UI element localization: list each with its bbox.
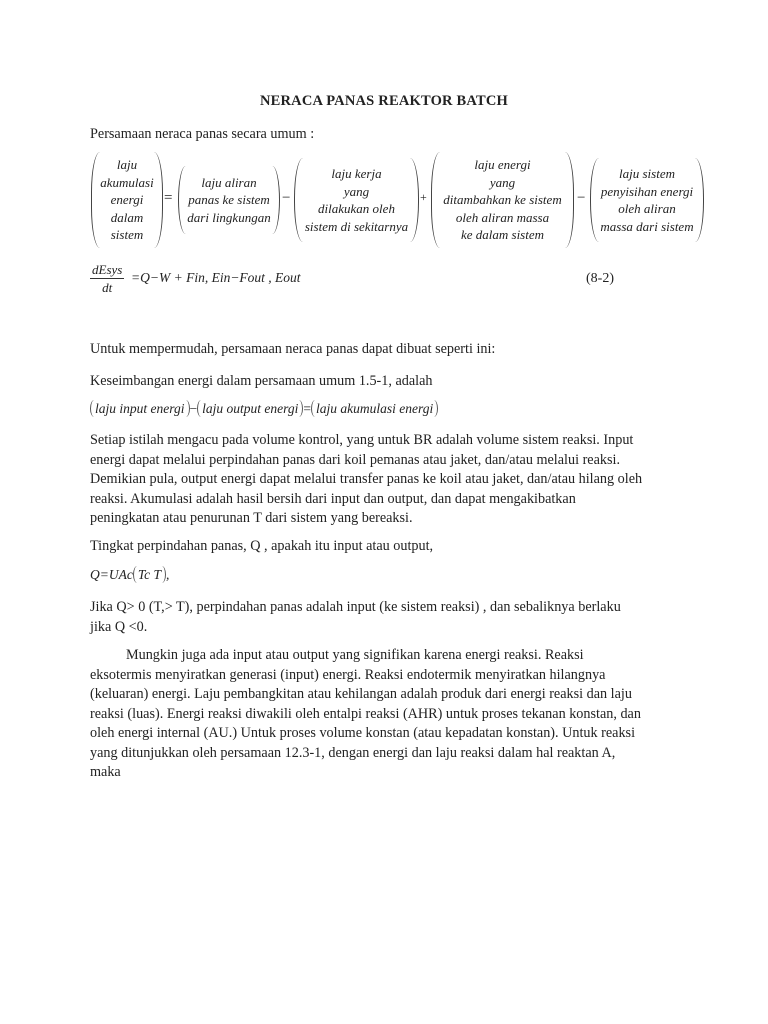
text-line: Setiap istilah mengacu pada volume kontrol, yang untuk BR adalah volume sistem reaksi. Input (90, 432, 634, 448)
term-line: laju kerja (331, 166, 382, 181)
derivative-fraction (90, 262, 124, 296)
term-input: laju input energi (90, 400, 190, 417)
text-line: eksotermis menyiratkan generasi (input) energi. Reaksi endotermik menyiratkan hilangnya (90, 666, 606, 683)
energy-balance-equation (90, 400, 438, 417)
text-line: reaksi (luas). Energi reaksi diwakili oleh entalpi reaksi (AHR) untuk proses tekanan konstan, dan (90, 705, 641, 722)
equation-lhs: Q=UAc (90, 567, 133, 582)
term-accumulation: laju akumulasi energi (311, 400, 438, 417)
text-line: peningkatan atau penurunan T dari sistem yang bereaksi. (90, 510, 413, 526)
operator-minus: − (282, 190, 291, 206)
text-line: maka (90, 764, 121, 780)
term-line: dalam (110, 209, 144, 225)
term-line: yang (489, 174, 516, 190)
page-title: NERACA PANAS REAKTOR BATCH (259, 93, 509, 109)
fraction-denominator: dt (102, 280, 113, 295)
equation-number: (8-2) (586, 271, 614, 286)
term-line: ke dalam sistem (460, 227, 545, 243)
paragraph-heat-rate: Tingkat perpindahan panas, Q , apakah itu input atau output, (90, 538, 434, 554)
term-line: sistem di sekitarnya (304, 218, 409, 234)
term-line: sistem (110, 227, 144, 243)
fraction-numerator: dEsys (92, 262, 123, 277)
text-line: (keluaran) energi. Laju pembangkitan atau kehilangan adalah produk dari energi reaksi dan laju (90, 686, 632, 702)
paragraph-reaction-energy (90, 646, 680, 783)
paragraph-jika (90, 598, 680, 637)
text-line: Jika Q> 0 (T,> T), perpindahan panas adalah input (ke sistem reaksi) , dan sebaliknya berlaku (90, 599, 621, 615)
term-output: laju output energi (197, 400, 303, 417)
text-line: Demikian pula, output energi dapat melalui transfer panas ke koil atau jaket, dan/atau hilang oleh (90, 471, 643, 487)
operator-minus: − (189, 401, 198, 416)
text-line: yang ditunjukkan oleh persamaan 12.3-1, dengan energi dan laju reaksi dalam hal reaktan A, (90, 744, 616, 761)
paragraph-balance: Keseimbangan energi dalam persamaan umum 1.5-1, adalah (90, 373, 433, 389)
term-line: dari lingkungan (187, 209, 271, 225)
paragraph-simplify: Untuk mempermudah, persamaan neraca panas dapat dibuat seperti ini: (90, 341, 496, 357)
term-line: massa dari sistem (600, 218, 694, 234)
term-line: dilakukan oleh (318, 201, 395, 216)
term-line: laju sistem (619, 166, 675, 181)
term-line: laju energi (474, 157, 531, 173)
temperature-difference: Tc T (133, 566, 166, 583)
text-line: Mungkin juga ada input atau output yang signifikan karena energi reaksi. Reaksi (126, 647, 584, 663)
term-line: akumulasi (100, 174, 154, 190)
term-line: laju aliran (201, 174, 257, 190)
term-line: yang (343, 183, 370, 199)
term-energy-added (431, 152, 574, 248)
term-accumulation (91, 152, 163, 248)
term-line: ditambahkan ke sistem (443, 192, 562, 208)
term-line: penyisihan energi (600, 183, 694, 199)
equation-rhs: =Q−W + Fin, Ein−Fout , Eout (131, 270, 301, 285)
text-line: jika Q <0. (90, 618, 148, 635)
term-line: energi (110, 192, 144, 208)
operator-equals: = (303, 401, 311, 416)
intro-text: Persamaan neraca panas secara umum : (90, 126, 315, 142)
term-line: oleh aliran (618, 201, 676, 216)
operator-plus: + (420, 190, 427, 204)
text-line: oleh energi internal (AU.) Untuk proses volume konstan (atau kepadatan konstan). Untuk reaksi (90, 725, 636, 741)
paragraph-control-volume (90, 431, 680, 529)
term-work (294, 158, 419, 242)
term-heat-flow (178, 166, 280, 234)
operator-equals: = (164, 190, 173, 206)
term-line: oleh aliran massa (455, 209, 550, 225)
term-line: laju (116, 157, 138, 173)
term-line: panas ke sistem (188, 192, 270, 208)
text-line: energi dapat melalui perpindahan panas dari koil pemanas atau jaket, dan/atau melalui reaksi. (90, 451, 620, 468)
operator-minus: − (577, 190, 586, 206)
text-line: reaksi. Akumulasi adalah hasil bersih dari input dan output, dan dapat mengakibatkan (90, 490, 576, 507)
equation-tail: , (166, 567, 170, 582)
term-energy-removed (590, 158, 704, 242)
heat-transfer-equation (90, 566, 169, 583)
